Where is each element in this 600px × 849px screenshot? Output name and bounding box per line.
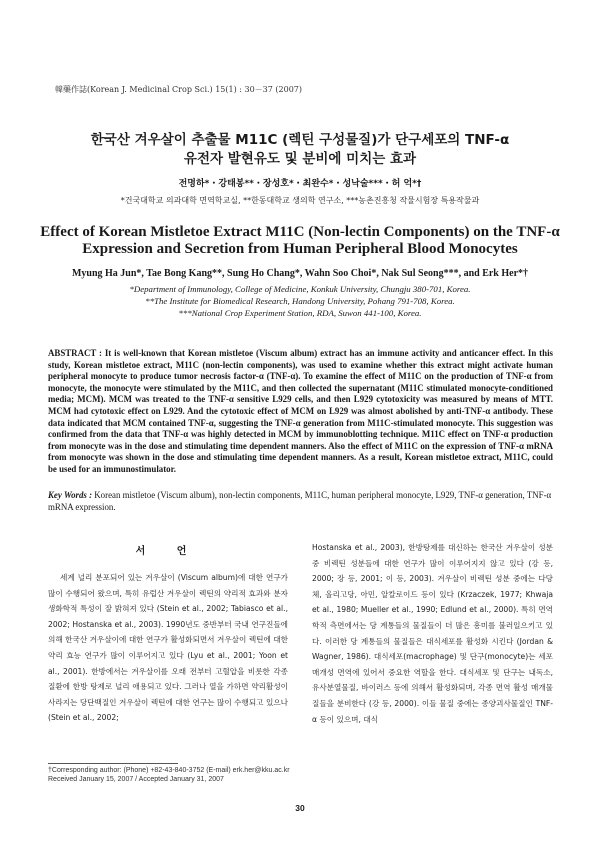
korean-title-line-2: 유전자 발현유도 및 분비에 미치는 효과 (183, 151, 417, 167)
english-title-line-1: Effect of Korean Mistletoe Extract M11C (Non-lectin Components) on the TNF-α (40, 224, 560, 240)
korean-affiliations: *건국대학교 의과대학 면역학교실, **한동대학교 생의학 연구소, ***농촌진흥청 작물시험장 특용작물과 (120, 196, 480, 205)
korean-title-line-1: 한국산 겨우살이 추출물 M11C (렉틴 구성물질)가 단구세포의 TNF-α (90, 132, 510, 148)
footnote-corresponding-author: †Corresponding author: (Phone) +82-43-840-3752 (E-mail) erk.her@kku.ac.kr (48, 767, 290, 774)
body-paragraph-right: Hostanska et al., 2003), 한방탕제를 대신하는 한국산 겨우살이 성분 중 비렉틴 성분들에 대한 연구가 많이 이루어지지 않고 있다 (강 등, 2000; 장 등, 2001; 이 등, 2003). 겨우살이 비렉틴 성분 중에는 다당체, 올리고당, 아민, 알칼로이드 등이 있다 (Krzaczek, 1977; Khwaja et al., 1980; Mueller et al., 1990; Edlund et al., 2000). 특히 면역학적 측면에서는 당 계통들의 물질들이 더 많은 흥미를 불러일으키고 있다. 이러한 당 계통들의 물질들은 대식세포를 활성화 시킨다 (Jordan & Wagner, 1986). 대식세포(macrophage) 및 단구(monocyte)는 세포 매개성 면역에 있어서 중요한 역할을 한다. 대식세포 및 단구는 내독소, 유사분열물질, 바이러스 등에 의해서 활성화되며, 각종 면역 활성 매개물질들을 분비한다 (강 등, 2000). 이들 물질 중에는 종양괴사물질인 TNF-α 등이 있으며, 대식 (312, 543, 553, 724)
english-affiliations (40, 283, 560, 319)
keywords (48, 490, 553, 513)
journal-header: 韓藥作誌(Korean J. Medicinal Crop Sci.) 15(1) : 30－37 (2007) (55, 85, 303, 94)
affiliation-line: ***National Crop Experiment Station, RDA, Suwon 441-100, Korea. (178, 308, 422, 318)
section-title: 서 언 (135, 546, 201, 557)
keywords-text: Korean mistletoe (Viscum album), non-lectin components, M11C, human peripheral monocyte, L929, TNF-α generation, TNF-α mRNA expression. (48, 490, 552, 512)
english-title (40, 224, 560, 258)
footnote (48, 766, 290, 784)
footnote-received-dates: Received January 15, 2007 / Accepted January 31, 2007 (48, 776, 224, 784)
keywords-label: Key Words : (48, 490, 93, 500)
korean-title (40, 131, 560, 169)
body-right-column (312, 540, 553, 727)
body-left-column (48, 570, 288, 726)
affiliation-line: **The Institute for Biomedical Research, Handong University, Pohang 791-708, Korea. (145, 296, 455, 306)
english-authors: Myung Ha Jun*, Tae Bong Kang**, Sung Ho Chang*, Wahn Soo Choi*, Nak Sul Seong***, and Erk Her*† (71, 268, 529, 279)
abstract-text: ABSTRACT : It is well-known that Korean mistletoe (Viscum album) extract has an immune activity and anticancer effect. In this study, Korean mistletoe extract, M11C (non-lectin components), was used to examine whether this extract might activate human peripheral monocyte to produce tumor necrosis factor-α (TNF-α). To examine the effect of M11C on the production of TNF-α from monocyte, the monocyte were stimulated by the M11C, and then collected the supernatant (M11C stimulated monocyte-conditioned media; MCM). MCM was treated to the TNF-α sensitive L929 cells, and then L929 cytotoxicity was measured by means of MTT. MCM had cytotoxic effect on L929. And the cytotoxic effect of MCM on L929 was almost abolished by anti-TNF-α antibody. These data indicated that MCM contained TNF-α, suggesting the TNF-α generation from M11C-stimulated monocyte. This suggestion was confirmed from the data that TNF-α was highly detected in MCM by immunoblotting technique. M11C effect on TNF-α production from monocyte was in the dose and stimulating time dependent manners. Also the effect of M11C on the expression of TNF-α mRNA from monocyte was shown in the dose and stimulating time dependent manners. As a result, Korean mistletoe extract, M11C, could be used for an immunostimulator. (48, 348, 553, 474)
body-paragraph-left: 세계 널리 분포되어 있는 겨우살이 (Viscum album)에 대한 연구가 많이 수행되어 왔으며, 특히 유럽산 겨우살이 렉틴의 약리적 효과와 분자생화학적 특성이 잘 밝혀져 있다 (Stein et al., 2002; Tabiasco et al., 2002; Hostanska et al., 2003). 1990년도 중반부터 국내 연구진들에 의해 한국산 겨우살이에 대한 연구가 활성화되면서 겨우살이 렉틴에 대한 약리 효능 연구가 많이 이루어지고 있다 (Lyu et al., 2001; Yoon et al., 2001). 한방에서는 겨우살이를 오래 전부터 고혈압을 비롯한 각종 질환에 한방 탕제로 널리 애용되고 있다. 그러나 열을 가하면 약리활성이 사라지는 당단백질인 겨우살이 렉틴에 대한 연구는 많이 수행되고 있으나 (Stein et al., 2002; (48, 573, 288, 723)
abstract (48, 348, 553, 476)
english-title-line-2: Expression and Secretion from Human Peripheral Blood Monocytes (82, 241, 518, 257)
korean-authors: 전명하*・강태봉**・장성호*・최완수*・성낙술***・허 억*† (178, 179, 422, 189)
affiliation-line: *Department of Immunology, College of Medicine, Konkuk University, Chungju 380-701, Korea. (129, 284, 471, 294)
footnote-divider (48, 763, 178, 764)
page-number: 30 (295, 803, 305, 813)
